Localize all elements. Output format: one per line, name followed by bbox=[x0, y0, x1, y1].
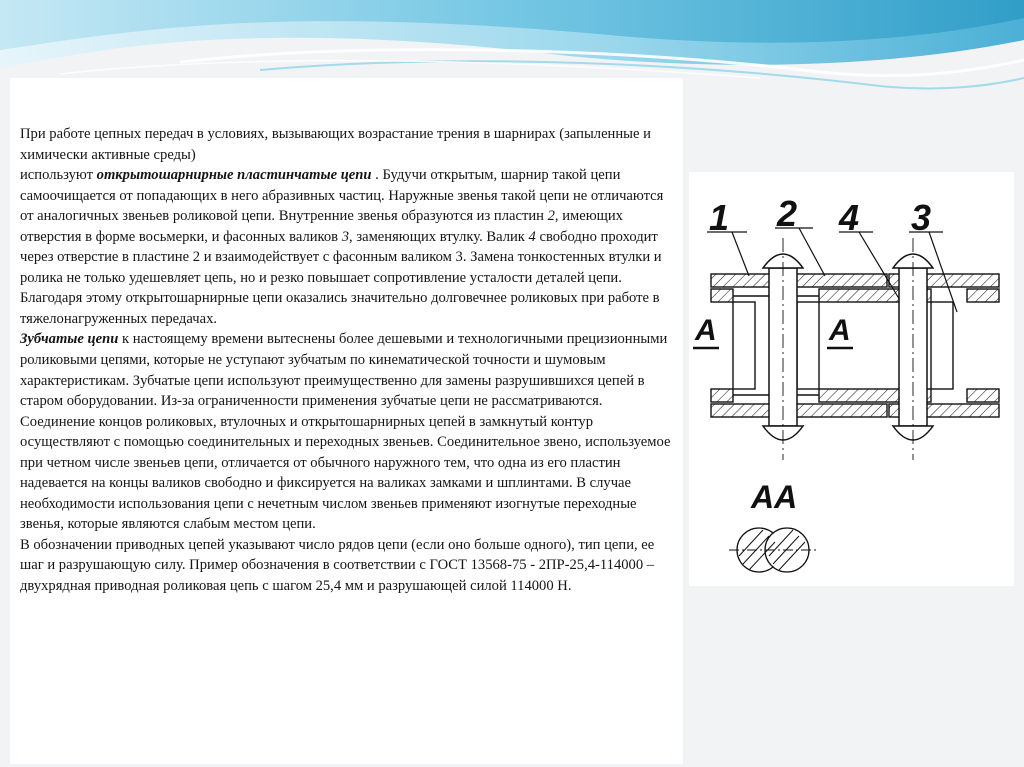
label-part-2: 2 bbox=[777, 193, 798, 234]
text-run: свободно проходит через отверстие в пластине 2 и взаимодействует с фасонным валиком 3. Замена тонкостенных втулки и ролика не только удешевляет цепь, но и резко повышает сопротивление усталости деталей цепи. Благодаря этому открытошарнирные цепи оказались значительно долговечнее роликовых при работе в тяжелонагруженных передачах. bbox=[20, 228, 662, 327]
text-run: Соединение концов роликовых, втулочных и открытошарнирных цепей в замкнутый контур осуществляют с помощью соединительных и переходных звеньев. Соединительное звено, используемое при четном числе звеньев цепи, отличается от обычного наружного тем, что одна из его пластин надевается на концы валиков свободно и фиксируется на валиках замками и шплинтами. В случае необходимости использования цепи с нечетным числом звеньев применяют изогнутые переходные звенья, которые являются слабым местом цепи. bbox=[20, 413, 671, 533]
part-labels bbox=[709, 193, 931, 238]
section-mark-right: A bbox=[829, 314, 851, 347]
section-title: AA bbox=[751, 479, 798, 515]
body-text bbox=[20, 124, 680, 597]
emphasized-term: открытошарнирные пластинчатые цепи bbox=[96, 167, 372, 184]
emphasized-term: Зубчатые цепи bbox=[20, 331, 119, 348]
paragraph bbox=[20, 124, 680, 329]
text-run: В обозначении приводных цепей указывают число рядов цепи (если оно больше одного), тип цепи, ее шаг и разрушающую силу. Пример обозначения в соответствии с ГОСТ 13568-75 - 2ПР-25,4-114000 – двухрядная приводная роликовая цепь с шагом 25,4 мм и разрушающей силой 114000 Н. bbox=[20, 536, 655, 595]
label-part-4: 4 bbox=[839, 197, 860, 238]
text-run: к настоящему времени вытеснены более дешевыми и технологичными прецизионными роликовыми цепями, которые не уступают зубчатым по кинематической точности и шумовым характеристикам. Зубчатые цепи используют преимущественно для замены разрушившихся цепей в старом оборудовании. Из-за ограниченности применения зубчатые цепи не рассматриваются. bbox=[20, 331, 668, 410]
label-part-3: 3 bbox=[911, 197, 932, 238]
text-run: 2 bbox=[547, 208, 555, 225]
section-mark-left: A bbox=[695, 314, 717, 347]
text-run: При работе цепных передач в условиях, вызывающих возрастание трения в шарнирах (запыленные и химически активные среды) bbox=[20, 126, 651, 163]
text-run: используют bbox=[20, 167, 97, 184]
text-run: , имеющих отверстия в форме восьмерки, и фасонных валиков bbox=[20, 208, 623, 245]
text-run: . Будучи открытым, шарнир такой цепи самоочищается от попадающих в него абразивных частиц. Наружные звенья такой цепи не отличаются от аналогичных звеньев роликовой цепи. Внутренние звенья образуются из пластин bbox=[20, 167, 664, 225]
text-run: , заменяющих втулку. Валик bbox=[349, 228, 529, 245]
chain-figure-panel bbox=[689, 172, 1014, 586]
text-run: 3 bbox=[341, 228, 350, 245]
section-view bbox=[729, 479, 819, 572]
paragraph bbox=[20, 329, 680, 411]
paragraph bbox=[20, 412, 680, 535]
paragraph bbox=[20, 535, 680, 597]
chain-link-drawing bbox=[689, 172, 1014, 586]
label-part-1: 1 bbox=[709, 197, 730, 238]
text-run: 4 bbox=[528, 228, 536, 245]
